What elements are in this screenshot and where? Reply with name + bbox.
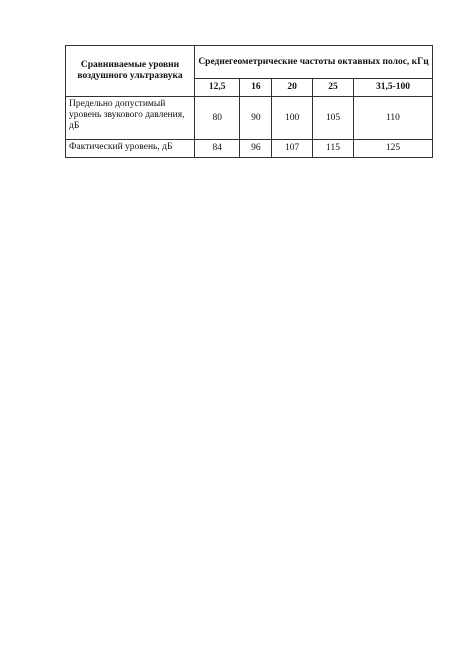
ultrasound-levels-table xyxy=(65,45,433,158)
table-cell: 115 xyxy=(313,140,354,158)
table-cell: 110 xyxy=(353,97,432,140)
header-col-20: 20 xyxy=(272,79,313,97)
table-cell: 90 xyxy=(240,97,272,140)
table-cell: 100 xyxy=(272,97,313,140)
table-cell: 107 xyxy=(272,140,313,158)
header-compared-levels: Сравниваемые уровни воздушного ультразвука xyxy=(66,46,195,97)
table-cell: 96 xyxy=(240,140,272,158)
table-row xyxy=(66,140,433,158)
header-col-12-5: 12,5 xyxy=(195,79,240,97)
table-cell: 84 xyxy=(195,140,240,158)
header-col-16: 16 xyxy=(240,79,272,97)
table-row xyxy=(66,97,433,140)
table-cell: 105 xyxy=(313,97,354,140)
header-col-31-5-100: 31,5-100 xyxy=(353,79,432,97)
row-label-max-permissible: Предельно допустимый уровень звукового давления, дБ xyxy=(66,97,195,140)
table-cell: 125 xyxy=(353,140,432,158)
row-label-actual-level: Фактический уровень, дБ xyxy=(66,140,195,158)
table-cell: 80 xyxy=(195,97,240,140)
header-frequencies: Среднегеометрические частоты октавных полос, кГц xyxy=(195,46,433,79)
header-col-25: 25 xyxy=(313,79,354,97)
table-header-row xyxy=(66,46,433,79)
